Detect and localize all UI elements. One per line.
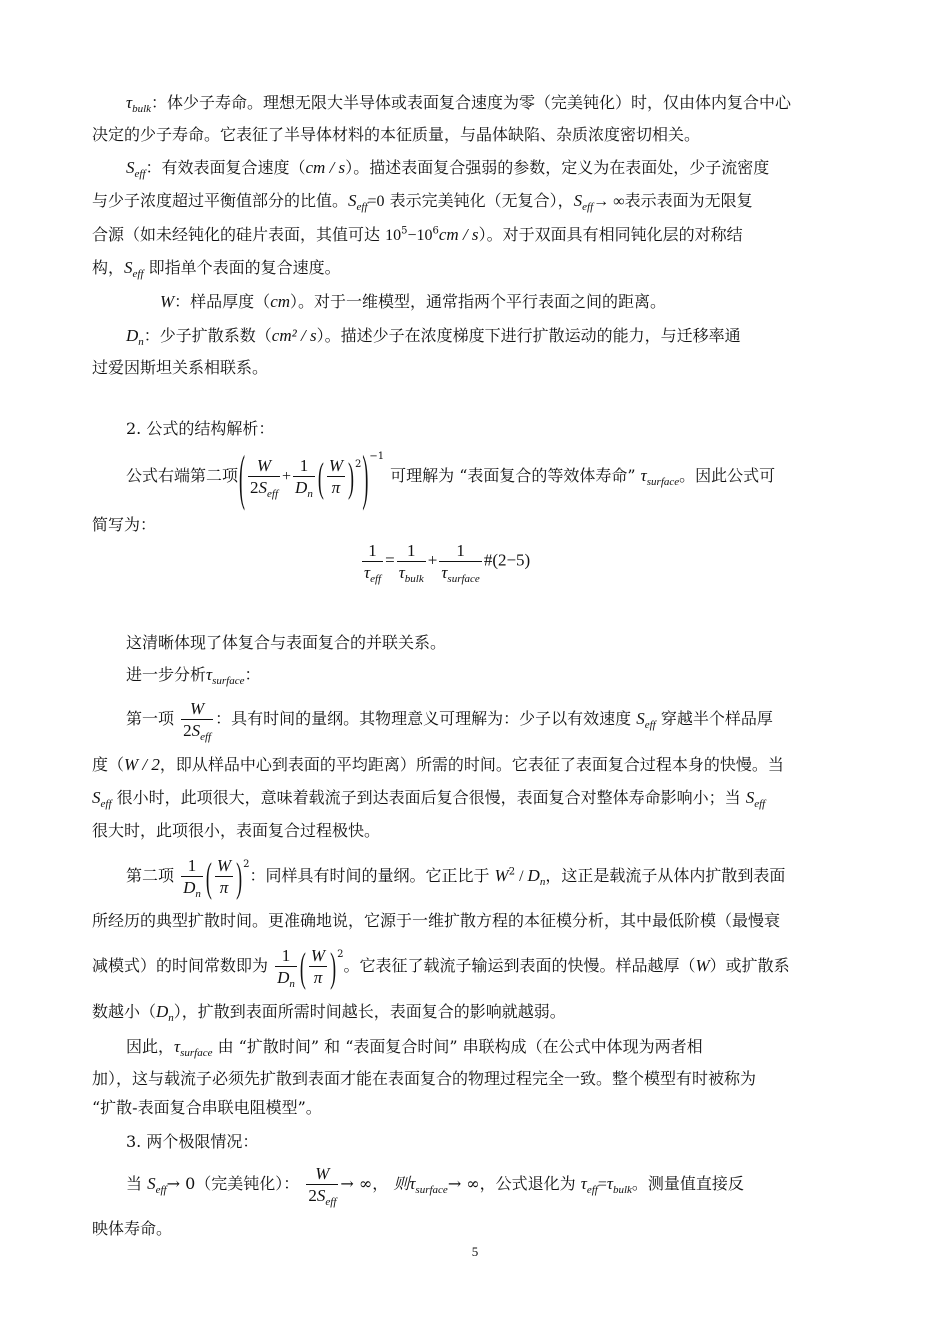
eff-subscript: eff [155,1184,167,1196]
text: 过爱因斯坦关系相联系。 [92,358,269,377]
fraction: $\frac{1}{D_n}$ [183,856,201,900]
fraction: $\frac{W}{2S_{eff}}$ [308,1164,337,1208]
text: ）。对于双面具有相同钝化层的对称结 [478,225,743,244]
numerator: 1 [299,456,309,475]
exponent: 2 [243,859,250,870]
fraction [327,455,345,498]
paren-right: ) [236,853,243,900]
para-dn-line2 [92,357,862,379]
text: 加），这与载流子必须先扩散到表面才能在表面复合的物理过程完全一致。整个模型有时被称为 [92,1069,757,1088]
text: 很大时，此项很小，表面复合过程极快。 [92,821,381,840]
text: 简写为： [92,515,157,534]
eff-subscript: eff [100,798,112,810]
exponent: −1 [369,451,385,462]
d-symbol: D [156,1002,169,1021]
paren-left: ( [317,453,324,500]
paren-left: ( [239,442,246,511]
text: ）或扩散系 [709,956,790,975]
section-3-line2 [92,1218,862,1240]
s-symbol: S [124,258,133,277]
denominator: $2S_{eff}$ [250,478,279,500]
term1-line2 [92,754,862,776]
section-2-line2 [92,514,862,536]
d-symbol: D [527,866,540,885]
para-seff-line2 [92,190,862,213]
plus: + [282,468,292,485]
tau-symbol: τ [606,1174,613,1193]
term2-line3 [92,944,862,989]
eff-subscript: eff [754,798,766,810]
text: 第二项 [126,866,175,885]
fraction: $\frac{W}{\pi}$ [216,856,232,897]
numerator: W [328,456,343,475]
term1-line3 [92,787,862,809]
text: 穿越半个样品厚 [660,709,773,728]
text: 。因此公式可 [679,466,776,485]
surface-subscript: surface [415,1184,448,1196]
surface-subscript: surface [180,1047,213,1059]
text: 这清晰体现了体复合与表面复合的并联关系。 [126,633,447,652]
section-3-line1 [126,1162,862,1207]
text: ）。描述表面复合强弱的参数，定义为在表面处，少子流密度 [345,158,770,177]
exponent: 6 [432,225,439,237]
term1-line1 [126,697,862,741]
term2-line2 [92,910,862,932]
unit: cm² / s [271,326,317,345]
tau-symbol: τ [126,93,133,112]
paren-right: ) [330,943,337,990]
text: 公式右端第二项 [126,466,239,485]
text: 很小时，此项很大，意味着载流子到达表面后复合很慢，表面复合对整体寿命影响小；当 [116,788,741,807]
n-subscript: n [138,336,144,348]
text: 。测量值直接反 [631,1174,744,1193]
range-start: 10 [385,227,402,244]
s-symbol: S [147,1174,156,1193]
para-tau-bulk-line2 [92,124,862,146]
text: ，这正是载流子从体内扩散到表面 [545,866,786,885]
text: 所经历的典型扩散时间。更准确地说，它源于一维扩散方程的本征模分析，其中最低阶模（最慢衰 [92,911,781,930]
section-2-after1 [126,632,862,654]
numerator: W [256,456,272,475]
eff-subscript: eff [132,268,144,280]
w-symbol: W [160,292,175,311]
para-seff-line4 [92,257,862,279]
text: 与少子浓度超过平衡值部分的比值。 [92,191,349,210]
exponent: 2 [508,866,516,878]
unit: cm [270,292,291,311]
s-symbol: S [92,788,101,807]
text: ），扩散到表面所需时间越长，表面复合的影响就越弱。 [173,1002,566,1021]
w-symbol: W [695,956,710,975]
text: 因此， [126,1037,175,1056]
text: 进一步分析 [126,665,207,684]
eff-subscript: eff [644,719,656,731]
equals: = [385,550,395,570]
half-thickness: W / 2 [124,755,160,774]
eff-subscript: eff [582,201,594,213]
text: 即指单个表面的复合速度。 [148,258,341,277]
exponent: 2 [337,949,344,960]
zero-value: =0 [367,193,385,210]
paren-left: ( [299,943,306,990]
w-symbol: W [494,866,509,885]
conclusion-line3 [92,1097,862,1119]
eff-subscript: eff [134,168,146,180]
text: 表示完美钝化（无复合）， [389,191,574,210]
text: ）。对于一维模型，通常指两个平行表面之间的距离。 [290,292,667,311]
n-subscript: n [539,876,546,888]
text: 当 [126,1174,143,1193]
text: → ∞，公式退化为 [447,1174,576,1193]
tau-symbol: τ [580,1174,587,1193]
text: 表示表面为无限复 [624,191,753,210]
text: 第一项 [126,709,175,728]
section-3-heading [126,1131,862,1153]
s-symbol: S [126,158,135,177]
section-2-after2: 进一步分析$\tau_{surface}$： [126,665,261,687]
tau-symbol: τ [640,466,647,485]
para-seff-line3 [92,224,862,247]
unit: cm / s [438,225,479,244]
equation-2-5 [360,540,530,583]
fraction: $\frac{W}{2S_{eff}}$ [183,699,212,743]
text: 合源（如未经钝化的硅片表面，其值可达 [92,225,381,244]
text: → 0（完美钝化）： [166,1174,300,1193]
s-symbol: S [745,788,755,807]
fraction [248,455,280,498]
text: 映体寿命。 [92,1219,173,1238]
eff-subscript: eff [586,1184,598,1196]
exponent: 5 [401,225,408,237]
para-seff-line1 [126,157,862,179]
s-symbol: S [573,191,583,210]
text: 数越小（ [92,1002,157,1021]
page-number: 5 [471,1244,479,1259]
text: ：体少子寿命。理想无限大半导体或表面复合速度为零（完美钝化）时，仅由体内复合中心 [151,93,792,112]
paren-right: ) [348,453,354,500]
text: ：有效表面复合速度（ [145,158,306,177]
fraction: $\frac{1}{D_n}$ [277,946,295,990]
s-symbol: S [636,709,645,728]
para-w [160,291,930,313]
tau-symbol: τ [409,1174,416,1193]
fraction: $\frac{1}{\tau_{bulk}}$ [398,541,424,585]
denominator: π [327,476,345,498]
equals: = [597,1176,607,1193]
s-symbol: S [348,191,357,210]
text: “扩散-表面复合串联电阻模型”。 [92,1098,322,1117]
text: 。它表征了载流子输运到表面的快慢。样品越厚（ [343,956,696,975]
term2-line1: 第二项 $\frac{1}{D_n}$ ( $\frac{W}{\pi}$ )$^2$：同样具有时间的量纲。它正比于 $W^2 / D_n$，这正是载流子从体内扩散到表面 [126,854,862,899]
infinity: → ∞ [593,193,625,210]
section-2-line1 [126,442,862,511]
paren-left: ( [205,853,212,900]
exponent: 2 [355,459,362,470]
fraction [293,455,315,498]
fraction: $\frac{1}{\tau_{surface}}$ [441,541,480,585]
text: 构， [92,258,125,277]
plus: + [427,550,438,570]
range-end: −10 [407,227,433,244]
denominator: $D_n$ [295,478,313,500]
paren-right: ) [362,442,369,511]
tau-symbol: τ [174,1037,181,1056]
text: ：具有时间的量纲。其物理意义可理解为：少子以有效速度 [215,709,632,728]
text: → ∞， [340,1174,389,1193]
unit: cm / s [305,158,346,177]
surface-subscript: surface [646,476,680,488]
then-word: 则 [393,1174,410,1193]
heading: 3. 两个极限情况： [126,1132,259,1151]
d-symbol: D [126,326,139,345]
para-dn-line1 [126,325,862,347]
surface-subscript: surface [212,675,245,687]
text: ，即从样品中心到表面的平均距离）所需的时间。它表征了表面复合过程本身的快慢。当 [159,755,784,774]
text: ）。描述少子在浓度梯度下进行扩散运动的能力，与迁移率通 [316,326,741,345]
section-2-heading [126,418,862,440]
fraction: $\frac{1}{\tau_{eff}}$ [364,541,382,585]
text: 决定的少子寿命。它表征了半导体材料的本征质量，与晶体缺陷、杂质浓度密切相关。 [92,125,701,144]
text: 减模式）的时间常数即为 [92,956,269,975]
bulk-subscript: bulk [132,103,152,115]
text: ：同样具有时间的量纲。它正比于 [249,866,490,885]
tau-symbol: τ [206,665,213,684]
eff-subscript: eff [356,201,368,213]
text: ：少子扩散系数（ [143,326,272,345]
term2-line4 [92,1001,862,1023]
text: ：样品厚度（ [174,292,271,311]
fraction: $\frac{W}{\pi}$ [310,946,326,987]
text: 可理解为 “表面复合的等效体寿命” [390,466,636,485]
bulk-subscript: bulk [612,1184,632,1196]
text: 度（ [92,755,125,774]
text: 由 “扩散时间” 和 “表面复合时间” 串联构成（在公式中体现为两者相 [217,1037,703,1056]
n-subscript: n [168,1012,174,1024]
equation-label: #(2−5) [483,550,531,570]
heading: 2. 公式的结构解析： [126,419,275,438]
para-tau-bulk-line1 [126,92,862,114]
conclusion-line2 [92,1068,862,1090]
conclusion-line1 [126,1036,862,1058]
